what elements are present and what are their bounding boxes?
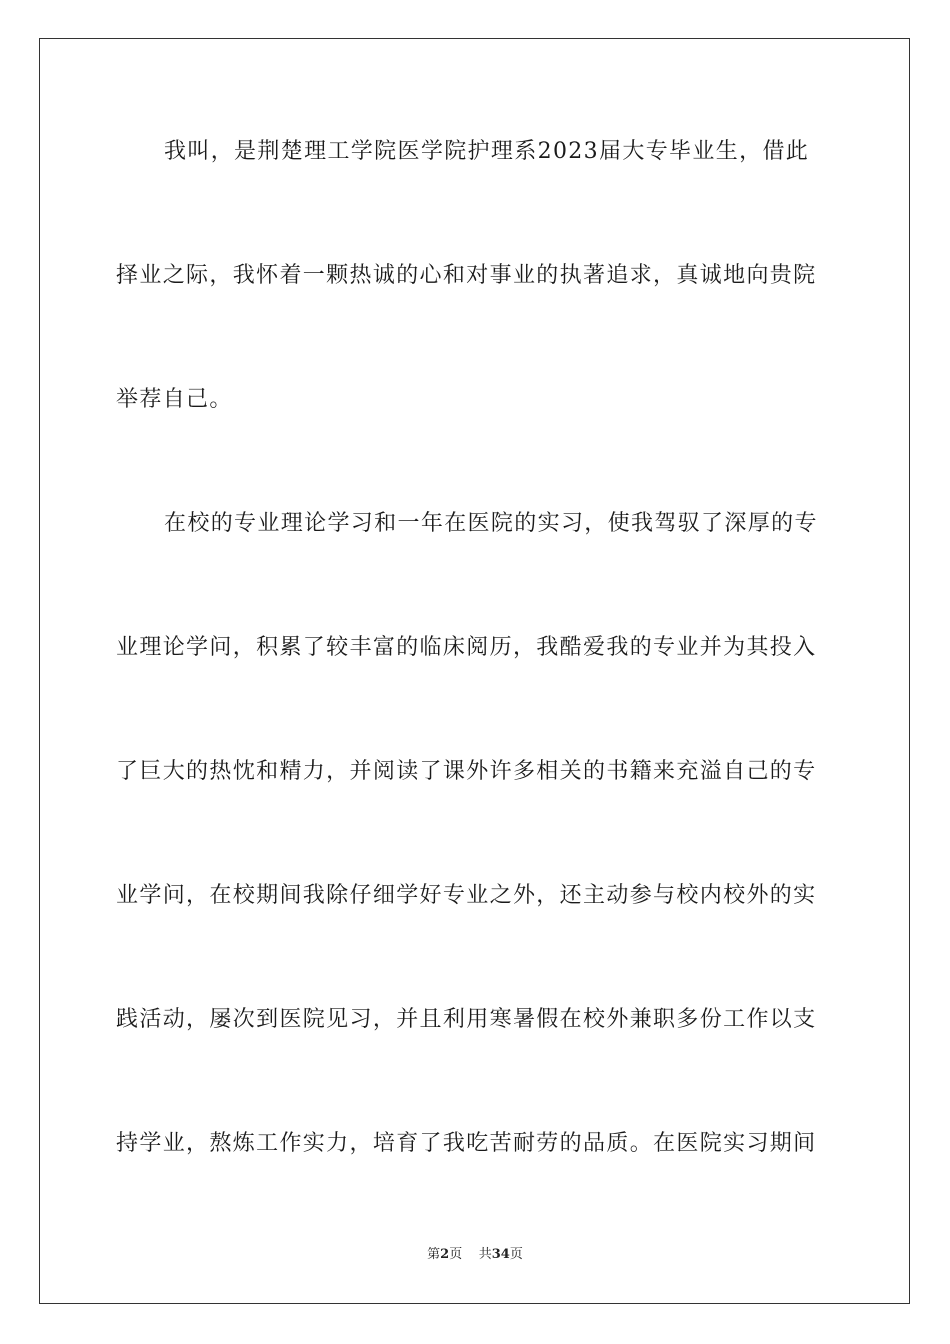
text-line-6: 了巨大的热忱和精力，并阅读了课外许多相关的书籍来充溢自己的专 [116,759,817,784]
total-suffix: 页 [509,1247,523,1262]
page-footer [0,1246,950,1264]
text-line-4: 在校的专业理论学习和一年在医院的实习，使我驾驭了深厚的专 [164,511,818,536]
text-line-9: 持学业，熬炼工作实力，培育了我吃苦耐劳的品质。在医院实习期间 [116,1131,817,1156]
page-prefix: 第 [427,1247,441,1262]
text-line-3: 举荐自己。 [116,387,233,412]
text-line-2: 择业之际，我怀着一颗热诚的心和对事业的执著追求，真诚地向贵院 [116,263,817,288]
total-pages: 34 [491,1247,510,1262]
text-line-8: 践活动，屡次到医院见习，并且利用寒暑假在校外兼职多份工作以支 [116,1007,817,1032]
text-line-1: 我叫，是荆楚理工学院医学院护理系2023届大专毕业生，借此 [164,139,810,164]
page-border [39,38,910,1304]
text-line-7: 业学问，在校期间我除仔细学好专业之外，还主动参与校内校外的实 [116,883,817,908]
text-line-5: 业理论学问，积累了较丰富的临床阅历，我酷爱我的专业并为其投入 [116,635,817,660]
page-suffix: 页 [449,1247,463,1262]
page-number: 2 [440,1247,450,1262]
total-prefix: 共 [478,1247,492,1262]
